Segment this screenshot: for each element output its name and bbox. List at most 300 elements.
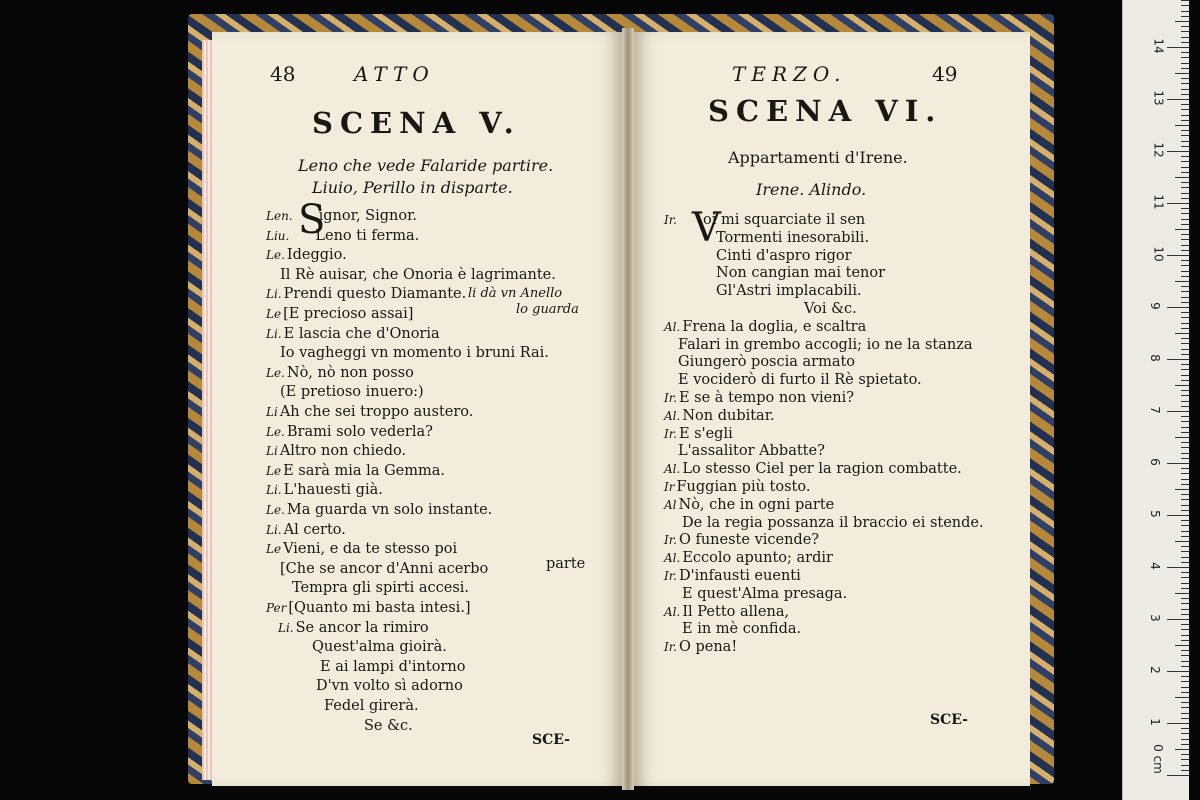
- speaker-label: Le.: [266, 365, 285, 380]
- ruler-tick: [1181, 614, 1189, 615]
- verse-text: E lascia che d'Onoria: [283, 325, 440, 342]
- dialogue-line: [664, 604, 789, 620]
- caption-line-2: Liuio, Perillo in disparte.: [312, 178, 513, 197]
- ruler-label: 11: [1151, 194, 1166, 210]
- speaker-label: Al.: [664, 319, 681, 334]
- ruler-tick: [1181, 551, 1189, 552]
- ruler-tick: [1181, 5, 1189, 6]
- ruler-tick: [1181, 629, 1189, 630]
- ruler-tick: [1181, 687, 1189, 688]
- dialogue-line: [682, 621, 801, 637]
- ruler-tick: [1181, 676, 1189, 677]
- ruler-tick: [1181, 577, 1189, 578]
- dialogue-line: [266, 247, 347, 263]
- verse-text: Fuggian più tosto.: [676, 479, 811, 495]
- ruler-tick: [1167, 671, 1189, 672]
- ruler-tick: [1181, 224, 1189, 225]
- ruler-label: 14: [1151, 38, 1166, 54]
- verse-text: Tempra gli spirti accesi.: [292, 580, 470, 597]
- ruler-tick: [1181, 245, 1189, 246]
- speaker-label: Li.: [266, 522, 282, 537]
- dialogue-line: [324, 698, 419, 714]
- dialogue-line: [678, 337, 973, 353]
- left-page: [212, 32, 622, 786]
- ruler-tick: [1181, 271, 1189, 272]
- ruler-tick: [1181, 135, 1189, 136]
- ruler-tick: [1181, 11, 1189, 12]
- verse-text: Ideggio.: [286, 247, 347, 264]
- ruler-tick: [1181, 42, 1189, 43]
- verse-text: Voi &c.: [804, 301, 857, 317]
- ruler-tick: [1181, 640, 1189, 641]
- dialogue-right: [664, 212, 1024, 672]
- ruler-tick: [1181, 401, 1189, 402]
- ruler-tick: [1181, 453, 1189, 454]
- verse-text: D'infausti euenti: [678, 568, 801, 584]
- ruler-label: 7: [1147, 406, 1162, 414]
- catchword-right: SCE-: [930, 712, 968, 728]
- stage-note-ring: li dà vn Anello: [468, 286, 563, 301]
- ruler-tick: [1181, 26, 1189, 27]
- ruler-tick: [1181, 369, 1189, 370]
- ruler-tick: [1181, 89, 1189, 90]
- ruler-tick: [1175, 541, 1189, 542]
- verse-text: [Quanto mi basta intesi.]: [288, 600, 471, 616]
- right-page: [634, 32, 1030, 786]
- ruler-tick: [1181, 531, 1189, 532]
- ruler-tick: [1181, 562, 1189, 563]
- ruler-tick: [1181, 739, 1189, 740]
- dialogue-line: [716, 283, 862, 299]
- speaker-label: Le.: [266, 424, 285, 439]
- dialogue-line: [266, 482, 383, 498]
- verse-text: Ah che sei troppo austero.: [279, 404, 474, 420]
- ruler-tick: [1181, 16, 1189, 17]
- dialogue-line: [266, 522, 346, 538]
- verse-text: E sarà mia la Gemma.: [283, 462, 445, 479]
- ruler-tick: [1175, 489, 1189, 490]
- ruler-tick: [1181, 146, 1189, 147]
- ruler-label: 4: [1147, 562, 1162, 570]
- ruler-tick: [1181, 395, 1189, 396]
- ruler-label: 9: [1147, 302, 1162, 310]
- ruler-tick: [1181, 609, 1189, 610]
- ruler-tick: [1181, 583, 1189, 584]
- verse-text: Giungerò poscia armato: [678, 354, 856, 371]
- ruler-tick: [1167, 723, 1189, 724]
- speaker-label: Ir.: [664, 426, 677, 441]
- dialogue-line: [266, 541, 457, 557]
- ruler-tick: [1167, 255, 1189, 256]
- ruler-tick: [1181, 63, 1189, 64]
- ruler-label: 0 cm: [1150, 744, 1165, 774]
- ruler-tick: [1181, 484, 1189, 485]
- dialogue-line: [664, 390, 854, 406]
- dialogue-line: [266, 306, 413, 322]
- ruler-tick: [1181, 57, 1189, 58]
- speaker-label: Le.: [266, 503, 285, 517]
- stage-note-look: lo guarda: [516, 302, 579, 317]
- verse-text: Nò, nò non posso: [286, 364, 414, 381]
- ruler-tick: [1181, 375, 1189, 376]
- dialogue-line: [312, 639, 447, 655]
- ruler-label: 10: [1151, 246, 1166, 262]
- ruler-tick: [1181, 458, 1189, 459]
- ruler-tick: [1175, 645, 1189, 646]
- verse-text: oi mi squarciate il sen: [702, 212, 866, 228]
- verse-text: Vieni, e da te stesso poi: [283, 541, 458, 558]
- ruler-tick: [1181, 546, 1189, 547]
- dialogue-line: [266, 424, 433, 440]
- dialogue-line: [678, 354, 855, 370]
- ruler-tick: [1181, 598, 1189, 599]
- ruler-tick: [1167, 775, 1189, 776]
- ruler-tick: [1181, 161, 1189, 162]
- ruler-tick: [1181, 390, 1189, 391]
- dialogue-line: [292, 580, 469, 596]
- ruler-tick: [1181, 286, 1189, 287]
- ruler-tick: [1167, 99, 1189, 100]
- ruler-tick: [1181, 0, 1189, 1]
- ruler-tick: [1175, 177, 1189, 178]
- ruler-tick: [1181, 765, 1189, 766]
- ruler-tick: [1167, 567, 1189, 568]
- ruler-tick: [1181, 31, 1189, 32]
- ruler-tick: [1181, 468, 1189, 469]
- ruler-tick: [1181, 702, 1189, 703]
- ruler-tick: [1167, 515, 1189, 516]
- dialogue-line: [664, 532, 819, 548]
- verse-text: Quest'alma gioirà.: [312, 639, 447, 656]
- dialogue-line: [266, 286, 466, 302]
- dialogue-line: [664, 426, 733, 442]
- scene-title-right: SCENA VI.: [708, 94, 943, 128]
- ruler-tick: [1181, 234, 1189, 235]
- verse-text: E ai lampi d'intorno: [320, 658, 466, 675]
- ruler-tick: [1181, 156, 1189, 157]
- ruler-tick: [1181, 655, 1189, 656]
- scene-characters: Irene. Alindo.: [756, 180, 867, 199]
- ruler-tick: [1167, 307, 1189, 308]
- stage-note-exit: parte: [546, 556, 586, 572]
- dialogue-line: [664, 212, 865, 228]
- verse-text: E in mè confida.: [682, 621, 802, 638]
- ruler-tick: [1181, 302, 1189, 303]
- speaker-label: Al.: [664, 604, 681, 619]
- catchword-left: SCE-: [532, 732, 570, 748]
- ruler-tick: [1175, 437, 1189, 438]
- speaker-label: Ir.: [664, 533, 677, 548]
- speaker-label: Al.: [664, 551, 681, 566]
- ruler-tick: [1181, 187, 1189, 188]
- ruler-tick: [1181, 354, 1189, 355]
- verse-text: Prendi questo Diamante.: [283, 286, 467, 303]
- ruler-tick: [1181, 718, 1189, 719]
- verse-text: Al certo.: [283, 521, 346, 538]
- verse-text: (E pretioso inuero:): [280, 384, 424, 401]
- ruler-label: 13: [1151, 90, 1166, 106]
- verse-text: Il Petto allena,: [682, 603, 790, 620]
- speaker-label: Le: [266, 542, 282, 557]
- speaker-label: Per: [266, 601, 287, 615]
- ruler-tick: [1181, 650, 1189, 651]
- speaker-label: Ir.: [664, 213, 677, 227]
- ruler-label: 2: [1147, 666, 1162, 674]
- verse-text: Leno ti ferma.: [315, 227, 420, 244]
- dialogue-line: [280, 561, 488, 577]
- verse-text: [Che se ancor d'Anni acerbo: [280, 560, 489, 577]
- ruler-label: 12: [1151, 142, 1166, 158]
- ruler-tick: [1181, 744, 1189, 745]
- verse-text: Non dubitar.: [682, 407, 775, 424]
- ruler-label: 3: [1147, 614, 1162, 622]
- ruler-tick: [1181, 525, 1189, 526]
- speaker-label: Le: [266, 463, 282, 478]
- dialogue-line: [716, 265, 885, 281]
- ruler-tick: [1181, 213, 1189, 214]
- ruler-tick: [1181, 473, 1189, 474]
- verse-text: Ma guarda vn solo instante.: [286, 502, 493, 518]
- book-gutter: [622, 28, 634, 790]
- running-head-left: ATTO: [354, 62, 435, 86]
- dialogue-line: [664, 319, 866, 335]
- ruler-tick: [1175, 281, 1189, 282]
- ruler-tick: [1167, 463, 1189, 464]
- verse-text: Cinti d'aspro rigor: [716, 247, 852, 264]
- ruler-tick: [1167, 203, 1189, 204]
- ruler-tick: [1181, 120, 1189, 121]
- ruler-tick: [1181, 510, 1189, 511]
- ruler-tick: [1181, 759, 1189, 760]
- ruler-tick: [1181, 635, 1189, 636]
- dialogue-line: [716, 230, 869, 246]
- verse-text: Falari in grembo accogli; io ne la stanza: [678, 336, 973, 353]
- ruler-tick: [1181, 588, 1189, 589]
- ruler-tick: [1181, 312, 1189, 313]
- ruler-tick: [1181, 338, 1189, 339]
- ruler-tick: [1181, 447, 1189, 448]
- ruler-tick: [1181, 297, 1189, 298]
- dialogue-line: [266, 326, 440, 342]
- dialogue-line: [682, 586, 847, 602]
- ruler-tick: [1175, 21, 1189, 22]
- ruler-label: 6: [1147, 458, 1162, 466]
- ruler-tick: [1175, 593, 1189, 594]
- speaker-label: Le.: [266, 248, 285, 263]
- ruler-tick: [1181, 536, 1189, 537]
- speaker-label: Al: [664, 497, 677, 512]
- speaker-label: Ir.: [664, 391, 677, 405]
- ruler-tick: [1181, 141, 1189, 142]
- verse-text: Nò, che in ogni parte: [678, 496, 835, 513]
- dialogue-line: [664, 497, 834, 513]
- ruler-tick: [1181, 770, 1189, 771]
- dialogue-line: [266, 443, 406, 459]
- verse-text: Se &c.: [364, 717, 413, 734]
- ruler-tick: [1175, 229, 1189, 230]
- ruler-tick: [1181, 193, 1189, 194]
- dialogue-line: [682, 515, 984, 531]
- ruler-tick: [1175, 697, 1189, 698]
- speaker-label: Li.: [266, 326, 282, 341]
- dialogue-line: [364, 718, 413, 734]
- ruler-tick: [1181, 707, 1189, 708]
- dialogue-line: [664, 479, 810, 495]
- speaker-label: Li: [266, 405, 278, 419]
- dropcap-right: V: [692, 205, 721, 251]
- ruler-tick: [1181, 505, 1189, 506]
- ruler-tick: [1181, 198, 1189, 199]
- ruler-tick: [1175, 73, 1189, 74]
- verse-text: Frena la doglia, e scaltra: [682, 318, 867, 335]
- ruler-tick: [1181, 265, 1189, 266]
- ruler-tick: [1181, 661, 1189, 662]
- ruler-tick: [1181, 499, 1189, 500]
- verse-text: E quest'Alma presaga.: [682, 585, 848, 602]
- page-number-left: 48: [270, 62, 296, 86]
- dialogue-line: [664, 568, 801, 584]
- ruler-tick: [1181, 104, 1189, 105]
- ruler-tick: [1181, 557, 1189, 558]
- ruler-tick: [1181, 219, 1189, 220]
- ruler-tick: [1175, 749, 1189, 750]
- ruler-tick: [1181, 167, 1189, 168]
- dialogue-line: [678, 443, 825, 459]
- verse-text: ignor, Signor.: [318, 208, 418, 224]
- verse-text: Eccolo apunto; ardir: [682, 550, 833, 567]
- ruler-tick: [1181, 250, 1189, 251]
- dialogue-line: [716, 248, 852, 264]
- verse-text: E s'egli: [678, 425, 733, 442]
- ruler-label: 1: [1147, 718, 1162, 726]
- ruler-tick: [1175, 333, 1189, 334]
- verse-text: Se ancor la rimiro: [295, 619, 429, 636]
- speaker-label: Ir.: [664, 640, 677, 655]
- ruler-tick: [1181, 208, 1189, 209]
- book-spread: [188, 14, 1054, 784]
- verse-text: Non cangian mai tenor: [716, 265, 886, 282]
- ruler-tick: [1181, 681, 1189, 682]
- verse-text: Lo stesso Ciel per la ragion combatte.: [682, 461, 962, 478]
- verse-text: Fedel girerà.: [324, 698, 419, 714]
- speaker-label: Li.: [266, 483, 282, 498]
- ruler-tick: [1181, 364, 1189, 365]
- ruler-tick: [1181, 37, 1189, 38]
- ruler-tick: [1181, 78, 1189, 79]
- speaker-label: Al.: [664, 408, 681, 423]
- speaker-label: Li.: [278, 620, 294, 635]
- speaker-label: Liu.: [266, 228, 290, 243]
- dialogue-line: [266, 463, 445, 479]
- dialogue-line: [266, 600, 471, 616]
- verse-text: Tormenti inesorabili.: [716, 229, 870, 246]
- ruler-tick: [1181, 603, 1189, 604]
- dialogue-line: [664, 550, 833, 566]
- ruler-tick: [1181, 349, 1189, 350]
- measuring-ruler: [1122, 0, 1189, 800]
- ruler-tick: [1181, 479, 1189, 480]
- dialogue-line: [678, 372, 922, 388]
- verse-text: L'hauesti già.: [283, 482, 383, 499]
- dialogue-line: [266, 228, 419, 244]
- dialogue-line: [664, 639, 737, 655]
- verse-text: De la regia possanza il braccio ei stende.: [682, 514, 984, 531]
- dialogue-line: [266, 404, 473, 420]
- dialogue-line: [664, 408, 775, 424]
- ruler-tick: [1181, 733, 1189, 734]
- caption-line-1: Leno che vede Falaride partire.: [298, 156, 554, 175]
- running-head-right: TERZO.: [732, 62, 847, 86]
- ruler-tick: [1181, 94, 1189, 95]
- ruler-tick: [1181, 728, 1189, 729]
- ruler-label: 8: [1147, 354, 1162, 362]
- ruler-tick: [1175, 385, 1189, 386]
- verse-text: Brami solo vederla?: [286, 423, 433, 440]
- scene-title-left: SCENA V.: [312, 106, 521, 140]
- speaker-label: Li.: [266, 287, 282, 302]
- ruler-tick: [1167, 411, 1189, 412]
- ruler-tick: [1181, 52, 1189, 53]
- dropcap-left: S: [298, 197, 326, 243]
- speaker-label: Len.: [266, 209, 293, 223]
- verse-text: Il Rè auisar, che Onoria è lagrimante.: [280, 266, 556, 283]
- ruler-tick: [1181, 692, 1189, 693]
- verse-text: Altro non chiedo.: [279, 443, 407, 460]
- ruler-tick: [1181, 442, 1189, 443]
- verse-text: Gl'Astri implacabili.: [716, 283, 862, 300]
- dialogue-line: [278, 620, 429, 636]
- speaker-label: Ir: [664, 480, 675, 494]
- ruler-tick: [1181, 416, 1189, 417]
- dialogue-line: [280, 384, 424, 400]
- ruler-tick: [1181, 754, 1189, 755]
- dialogue-left: [266, 208, 616, 734]
- ruler-tick: [1181, 260, 1189, 261]
- ruler-tick: [1181, 291, 1189, 292]
- ruler-label: 5: [1147, 510, 1162, 518]
- ruler-tick: [1167, 151, 1189, 152]
- verse-text: Io vagheggi vn momento i bruni Rai.: [280, 345, 549, 362]
- ruler-tick: [1181, 130, 1189, 131]
- ruler-tick: [1175, 125, 1189, 126]
- ruler-tick: [1181, 427, 1189, 428]
- ruler-tick: [1181, 713, 1189, 714]
- ruler-tick: [1181, 68, 1189, 69]
- ruler-tick: [1181, 172, 1189, 173]
- ruler-tick: [1181, 182, 1189, 183]
- ruler-tick: [1181, 494, 1189, 495]
- ruler-tick: [1181, 666, 1189, 667]
- ruler-tick: [1181, 323, 1189, 324]
- dialogue-line: [280, 345, 549, 361]
- dialogue-line: [320, 659, 465, 675]
- ruler-tick: [1181, 406, 1189, 407]
- ruler-tick: [1167, 359, 1189, 360]
- speaker-label: Al.: [664, 462, 681, 477]
- dialogue-line: [804, 301, 857, 317]
- ruler-tick: [1181, 572, 1189, 573]
- dialogue-line: [266, 365, 414, 381]
- dialogue-line: [280, 267, 556, 283]
- scene-setting: Appartamenti d'Irene.: [728, 148, 908, 167]
- speaker-label: Ir.: [664, 569, 677, 583]
- verse-text: E vociderò di furto il Rè spietato.: [678, 372, 922, 389]
- dialogue-line: [266, 208, 417, 224]
- ruler-tick: [1181, 109, 1189, 110]
- verse-text: E se à tempo non vieni?: [678, 390, 855, 406]
- ruler-tick: [1181, 380, 1189, 381]
- ruler-tick: [1167, 47, 1189, 48]
